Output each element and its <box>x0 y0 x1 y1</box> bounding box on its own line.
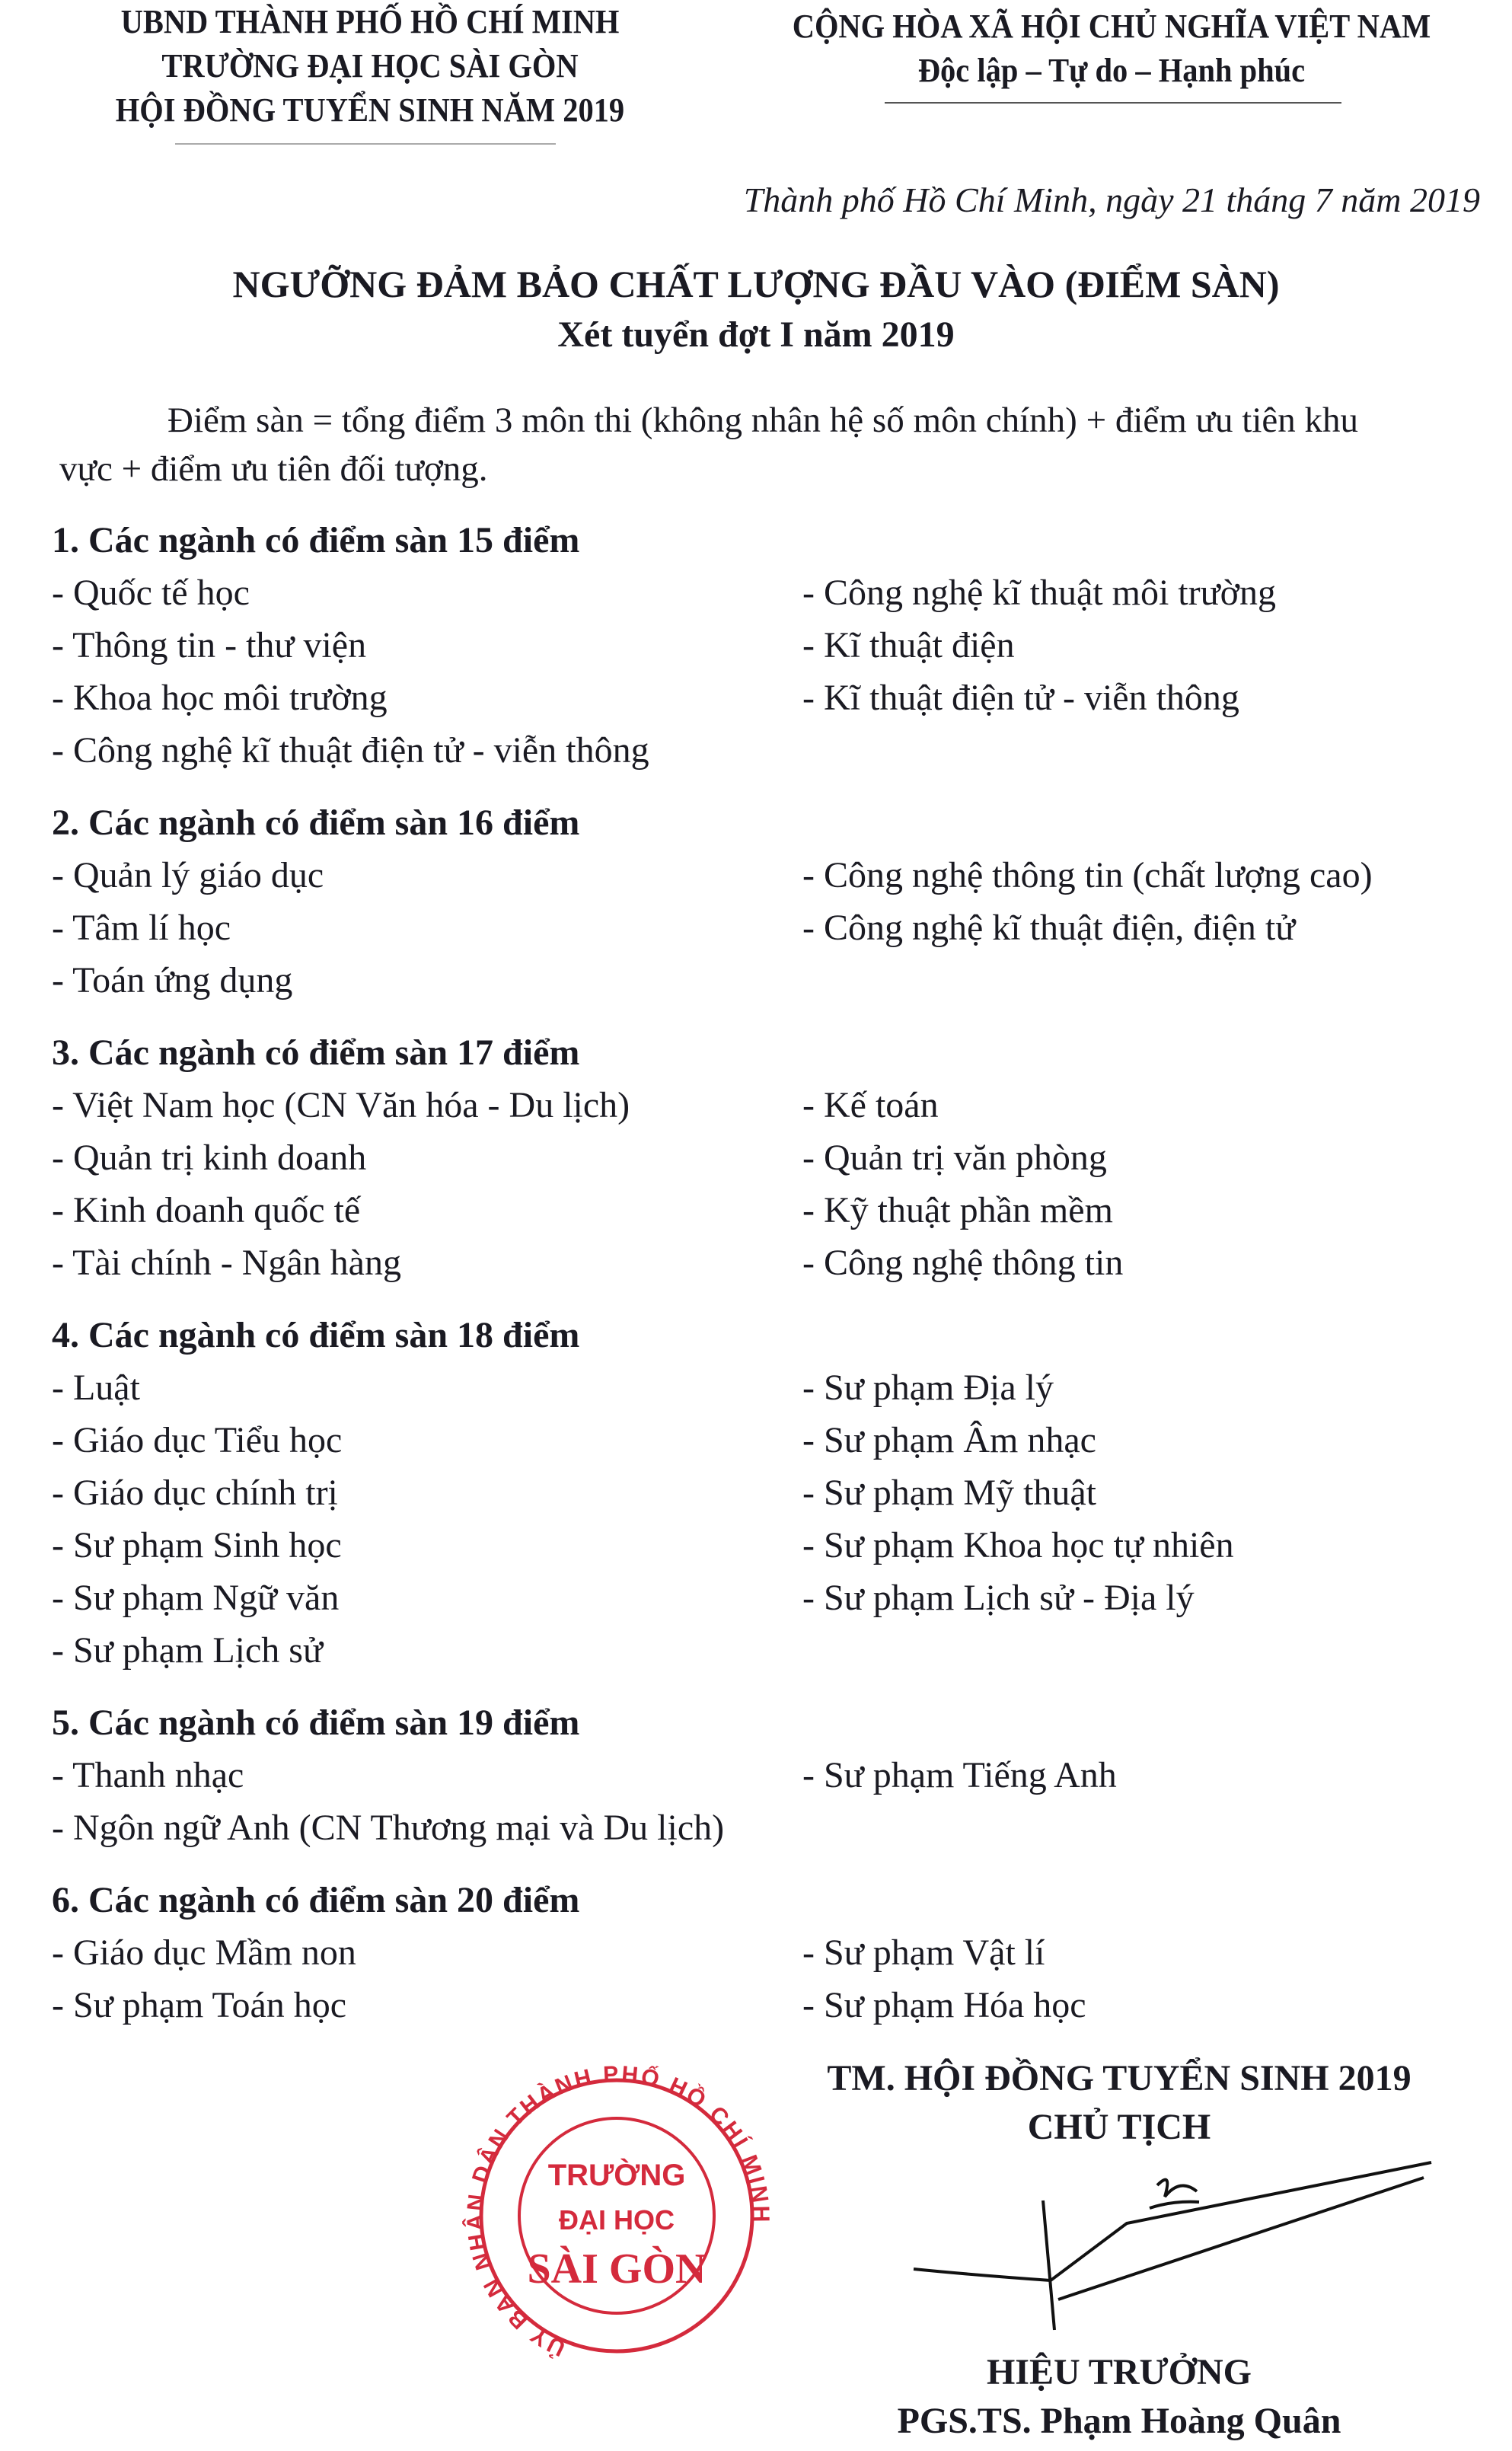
header-left-divider <box>175 143 556 145</box>
section-6 <box>52 1875 1483 2031</box>
major-item-right: - Kĩ thuật điện <box>802 625 1015 665</box>
major-item-right <box>802 954 1488 1007</box>
major-item-left: - Tâm lí học <box>52 908 231 948</box>
major-item-right: - Sư phạm Mỹ thuật <box>802 1473 1096 1513</box>
signer-name: PGS.TS. Phạm Hoàng Quân <box>897 2401 1341 2441</box>
official-stamp <box>457 2056 777 2376</box>
major-item-right: - Công nghệ thông tin (chất lượng cao) <box>802 855 1373 895</box>
major-item-left: - Luật <box>52 1368 140 1408</box>
major-item-left: - Quản lý giáo dục <box>52 855 324 895</box>
major-item-right: - Công nghệ kĩ thuật điện, điện tử <box>802 908 1296 948</box>
section-5 <box>52 1697 1483 1854</box>
stamp-line-3: SÀI GÒN <box>527 2245 707 2293</box>
major-item-left: - Giáo dục chính trị <box>52 1473 338 1513</box>
major-item-left: - Kinh doanh quốc tế <box>52 1190 361 1230</box>
major-item-right: - Sư phạm Địa lý <box>802 1368 1054 1408</box>
major-item-left: - Sư phạm Sinh học <box>52 1525 342 1565</box>
major-item-left: - Quốc tế học <box>52 573 250 613</box>
signature-position: HIỆU TRƯỞNG <box>986 2352 1252 2392</box>
major-item-right <box>802 724 1488 777</box>
stamp-ring-text: ỦY BAN NHÂN DÂN THÀNH PHỐ HỒ CHÍ MINH <box>462 2061 774 2361</box>
major-list <box>52 1079 1483 1289</box>
major-item-left: - Thanh nhạc <box>52 1755 244 1795</box>
major-item-right: - Sư phạm Lịch sử - Địa lý <box>802 1578 1195 1618</box>
header-right-motto: Độc lập – Tự do – Hạnh phúc <box>917 52 1306 89</box>
major-list <box>52 849 1483 1007</box>
major-item-right: - Kĩ thuật điện tử - viễn thông <box>802 678 1239 718</box>
header-left-line-3: HỘI ĐỒNG TUYỂN SINH NĂM 2019 <box>115 91 625 129</box>
section-heading: 1. Các ngành có điểm sàn 15 điểm <box>52 520 580 560</box>
major-item-right <box>802 1624 1488 1677</box>
section-1 <box>52 515 1483 777</box>
date-line: Thành phố Hồ Chí Minh, ngày 21 tháng 7 năm 2019 <box>743 180 1480 219</box>
major-item-right: - Kỹ thuật phần mềm <box>802 1190 1113 1230</box>
major-item-right: - Kế toán <box>802 1085 939 1125</box>
major-item-left: - Sư phạm Lịch sử <box>52 1630 323 1671</box>
section-heading: 4. Các ngành có điểm sàn 18 điểm <box>52 1315 580 1355</box>
header-right-line-1: CỘNG HÒA XÃ HỘI CHỦ NGHĨA VIỆT NAM <box>792 8 1431 45</box>
major-item-left: - Giáo dục Tiểu học <box>52 1420 343 1460</box>
major-item-left: - Giáo dục Mầm non <box>52 1932 356 1973</box>
major-list <box>52 1749 1483 1854</box>
major-item-left: - Việt Nam học (CN Văn hóa - Du lịch) <box>52 1085 630 1125</box>
major-list <box>52 1361 1483 1677</box>
handwritten-signature <box>898 2155 1447 2338</box>
major-item-left: - Tài chính - Ngân hàng <box>52 1243 401 1283</box>
document-title: NGƯỠNG ĐẢM BẢO CHẤT LƯỢNG ĐẦU VÀO (ĐIỂM SÀN) <box>232 263 1280 305</box>
major-item-left: - Sư phạm Ngữ văn <box>52 1578 340 1618</box>
section-heading: 5. Các ngành có điểm sàn 19 điểm <box>52 1703 580 1743</box>
major-list <box>52 566 1483 777</box>
major-item-right: - Quản trị văn phòng <box>802 1138 1107 1178</box>
section-4 <box>52 1310 1483 1677</box>
section-heading: 6. Các ngành có điểm sàn 20 điểm <box>52 1880 580 1920</box>
major-item-right: - Sư phạm Khoa học tự nhiên <box>802 1525 1234 1565</box>
major-item-left: - Thông tin - thư viện <box>52 625 367 665</box>
section-heading: 3. Các ngành có điểm sàn 17 điểm <box>52 1032 580 1073</box>
major-item-right: - Công nghệ thông tin <box>802 1243 1124 1283</box>
major-item-left: - Công nghệ kĩ thuật điện tử - viễn thông <box>52 730 649 771</box>
major-item-right: - Sư phạm Hóa học <box>802 1985 1086 2025</box>
major-item-right: - Công nghệ kĩ thuật môi trường <box>802 573 1277 613</box>
intro-paragraph: Điểm sàn = tổng điểm 3 môn thi (không nhân hệ số môn chính) + điểm ưu tiên khu vực + điểm ưu tiên đối tượng. <box>59 401 1359 489</box>
threshold-sections <box>52 515 1483 2052</box>
header-left-line-2: TRƯỜNG ĐẠI HỌC SÀI GÒN <box>161 47 579 85</box>
signature-role: CHỦ TỊCH <box>1027 2107 1211 2147</box>
major-item-right <box>802 1802 1488 1854</box>
major-item-right: - Sư phạm Tiếng Anh <box>802 1755 1117 1795</box>
document-subtitle: Xét tuyển đợt I năm 2019 <box>557 314 955 355</box>
major-item-left: - Khoa học môi trường <box>52 678 388 718</box>
major-item-left: - Ngôn ngữ Anh (CN Thương mại và Du lịch) <box>52 1808 725 1848</box>
section-2 <box>52 797 1483 1007</box>
major-item-left: - Toán ứng dụng <box>52 960 293 1001</box>
signature-on-behalf: TM. HỘI ĐỒNG TUYỂN SINH 2019 <box>827 2058 1412 2098</box>
section-3 <box>52 1027 1483 1289</box>
major-item-left: - Sư phạm Toán học <box>52 1985 347 2025</box>
header-right-divider <box>885 102 1341 104</box>
major-list <box>52 1926 1483 2031</box>
header-left-line-1: UBND THÀNH PHỐ HỒ CHÍ MINH <box>120 3 620 40</box>
section-heading: 2. Các ngành có điểm sàn 16 điểm <box>52 803 580 843</box>
major-item-left: - Quản trị kinh doanh <box>52 1138 367 1178</box>
major-item-right: - Sư phạm Âm nhạc <box>802 1420 1096 1460</box>
major-item-right: - Sư phạm Vật lí <box>802 1932 1045 1973</box>
stamp-line-1: TRƯỜNG <box>547 2159 686 2192</box>
stamp-line-2: ĐẠI HỌC <box>559 2204 675 2236</box>
